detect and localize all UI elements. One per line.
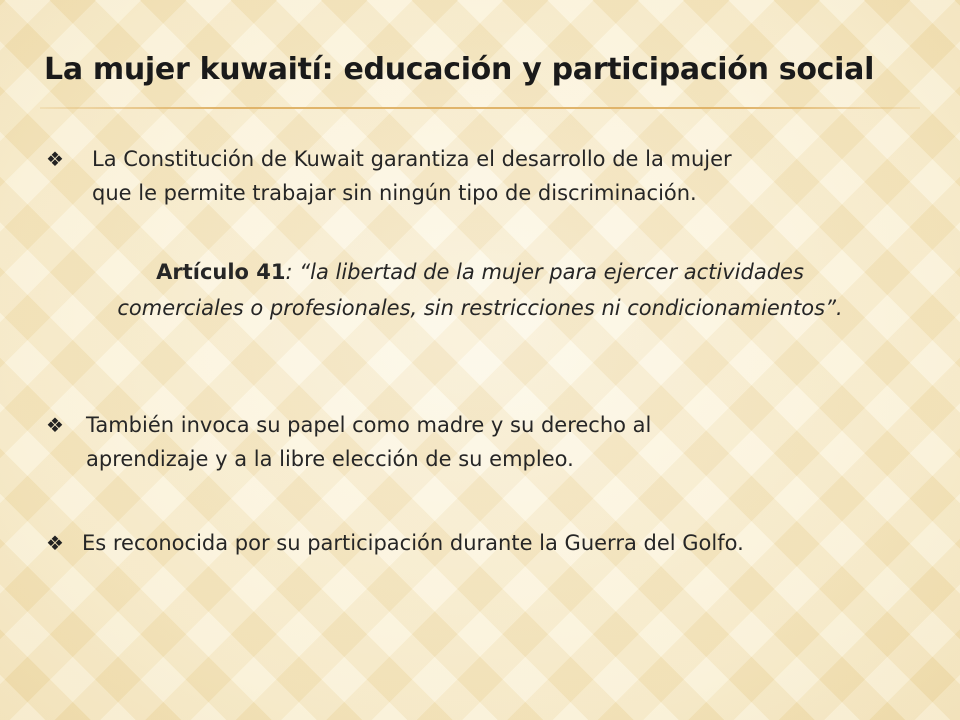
bullet-item-gulf-war (46, 526, 906, 562)
article-quote (40, 254, 920, 326)
slide-title: La mujer kuwaití: educación y participación social (44, 52, 875, 87)
title-underline (40, 107, 920, 109)
article-line-1 (40, 254, 920, 290)
diamond-bullet-icon: ❖ (46, 413, 64, 437)
bullet-line: La Constitución de Kuwait garantiza el desarrollo de la mujer (92, 147, 732, 171)
article-quote-start: : “la libertad de la mujer para ejercer actividades (285, 260, 804, 284)
diamond-bullet-icon: ❖ (46, 147, 64, 171)
bullet-line: aprendizaje y a la libre elección de su empleo. (86, 447, 574, 471)
article-label: Artículo 41 (156, 260, 286, 284)
bullet-line: Es reconocida por su participación durante la Guerra del Golfo. (82, 531, 744, 555)
bullet-line: que le permite trabajar sin ningún tipo de discriminación. (92, 181, 697, 205)
bullet-text (92, 142, 732, 210)
bullet-item-mother-role (46, 408, 906, 478)
bullet-item-constitution (46, 142, 906, 212)
bullet-text (86, 408, 651, 476)
bullet-line: También invoca su papel como madre y su derecho al (86, 413, 652, 437)
diamond-bullet-icon: ❖ (46, 531, 64, 555)
bullet-text (82, 526, 744, 560)
article-line-2: comerciales o profesionales, sin restricciones ni condicionamientos”. (117, 296, 843, 320)
